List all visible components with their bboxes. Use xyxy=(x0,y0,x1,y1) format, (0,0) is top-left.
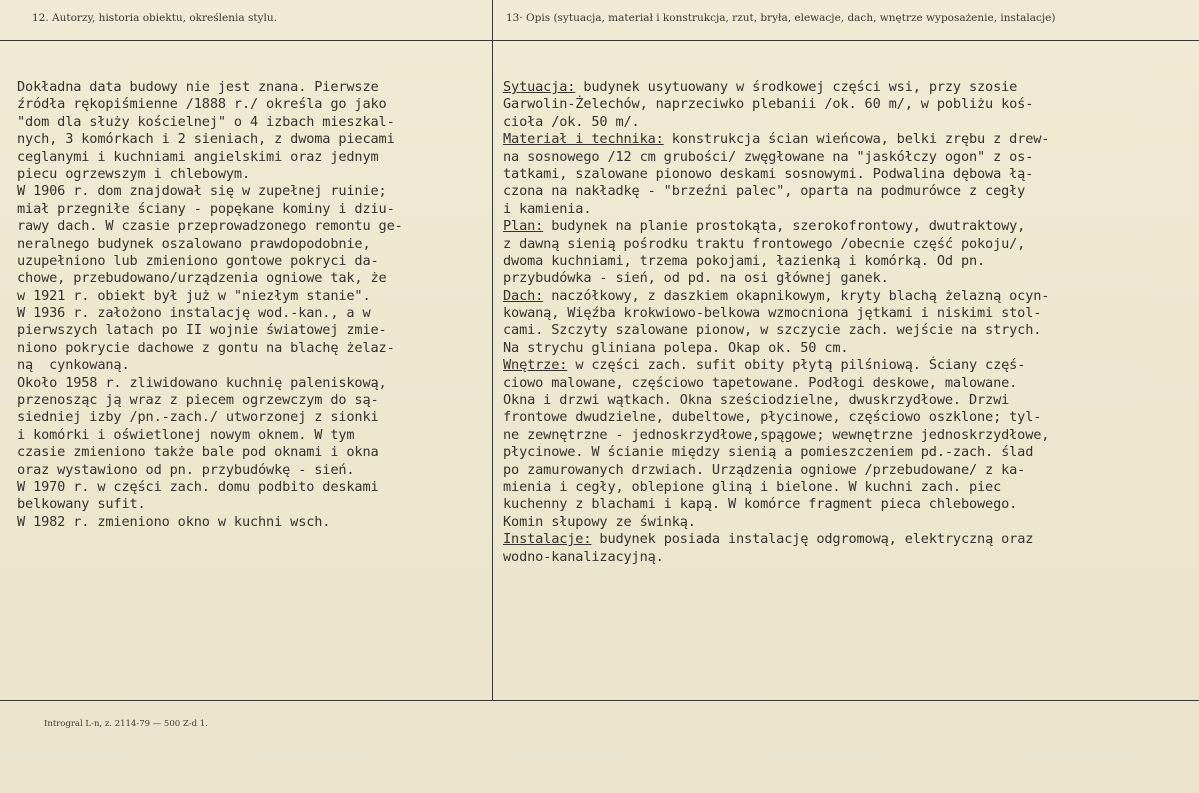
description-line xyxy=(503,549,1193,566)
description-line xyxy=(503,479,1193,496)
description-line xyxy=(503,131,1193,148)
description-text: ne zewnętrzne - jednoskrzydłowe,spągowe; wewnętrzne jednoskrzydłowe, xyxy=(503,426,1050,443)
history-line: chowe, przebudowano/urządzenia ogniowe tak, że xyxy=(17,270,387,287)
description-text: frontowe dwudzielne, dubeltowe, płycinowe, częściowo oszklone; tyl- xyxy=(503,409,1042,426)
section-13-heading: 13· Opis (sytuacja, materiał i konstrukcja, rzut, bryła, elewacje, dach, wnętrze wyposażenie, instalacje) xyxy=(506,12,1056,24)
description-text: budynek posiada instalację odgromową, elektryczną oraz xyxy=(591,531,1034,548)
history-line: niono pokrycie dachowe z gontu na blachę żelaz- xyxy=(17,339,395,356)
history-line: ną cynkowaną. xyxy=(17,357,130,374)
description-line xyxy=(503,270,1193,287)
history-line: czasie zmieniono także bale pod oknami i okna xyxy=(17,444,379,461)
description-line xyxy=(503,114,1193,131)
description-line xyxy=(503,201,1193,218)
description-text: mienia i cegły, oblepione gliną i bielone. W kuchni zach. piec xyxy=(503,478,1002,495)
description-line xyxy=(503,496,1193,513)
history-line: w 1921 r. obiekt był już w "niezłym stanie". xyxy=(17,287,371,304)
description-text: tatkami, szalowane pionowo deskami sosnowymi. Podwalina dębowa łą- xyxy=(503,165,1034,182)
description-line xyxy=(503,149,1193,166)
description-line xyxy=(503,322,1193,339)
description-text: cami. Szczyty szalowane pionow, w szczycie zach. wejście na strych. xyxy=(503,322,1042,339)
section-label: Wnętrze: xyxy=(503,357,568,374)
section-12-heading: 12. Autorzy, historia obiektu, określenia stylu. xyxy=(32,12,277,24)
history-line: Dokładna data budowy nie jest znana. Pierwsze xyxy=(17,79,379,95)
history-line: "dom dla służy kościelnej" o 4 izbach mieszkal- xyxy=(17,113,395,130)
description-text: dwoma kuchniami, trzema pokojami, łazienką i komórką. Od pn. xyxy=(503,252,986,269)
history-line: piecu ogrzewszym i chlebowym. xyxy=(17,165,250,182)
history-line: pierwszych latach po II wojnie światowej zmie- xyxy=(17,322,387,339)
description-text: na sosnowego /12 cm grubości/ zwęgłowane na "jaskółczy ogon" z os- xyxy=(503,148,1034,165)
description-line xyxy=(503,444,1193,461)
description-text: ciowo malowane, częściowo tapetowane. Podłogi deskowe, malowane. xyxy=(503,374,1018,391)
history-line: belkowany sufit. xyxy=(17,496,146,513)
section-label: Dach: xyxy=(503,287,544,304)
description-line xyxy=(503,183,1193,200)
description-text: konstrukcja ścian wieńcowa, belki zrębu z drew- xyxy=(663,131,1050,148)
description-text: Okna i drzwi wątkach. Okna sześciodzielne, dwuskrzydłowe. Drzwi xyxy=(503,392,1010,409)
section-label: Instalacje: xyxy=(503,531,592,548)
history-line: W 1970 r. w części zach. domu podbito deskami xyxy=(17,478,379,495)
description-text: Garwolin-Żelechów, naprzeciwko plebanii /ok. 60 m/, w pobliżu koś- xyxy=(503,96,1034,113)
description-text: wodno-kanalizacyjną. xyxy=(503,548,664,565)
history-line: miał przegniłe ściany - popękane kominy i dziu- xyxy=(17,200,395,217)
description-line xyxy=(503,288,1193,305)
history-line: źródła rękopiśmienne /1888 r./ określa go jako xyxy=(17,96,387,113)
description-text: Na strychu gliniana polepa. Okap ok. 50 cm. xyxy=(503,339,849,356)
description-text: cioła /ok. 50 m/. xyxy=(503,113,640,130)
description-text: w części zach. sufit obity płytą pilśniową. Ściany częś- xyxy=(567,357,1026,374)
description-text: kowaną, Więźba krokwiowo-belkowa wzmocniona jętkami i niskimi stol- xyxy=(503,305,1042,322)
description-line xyxy=(503,166,1193,183)
history-line: rawy dach. W czasie przeprowadzonego remontu ge- xyxy=(17,218,403,235)
history-line: Około 1958 r. zliwidowano kuchnię paleniskową, xyxy=(17,374,387,391)
history-line: oraz wystawiono od pn. przybudówkę - sień. xyxy=(17,461,355,478)
description-text: Komin słupowy ze świnką. xyxy=(503,513,696,530)
description-line xyxy=(503,253,1193,270)
history-line: uzupełniono lub zmieniono gontowe pokryci da- xyxy=(17,252,379,269)
description-text: naczółkowy, z daszkiem okapnikowym, kryty blachą żelazną ocyn- xyxy=(543,287,1050,304)
section-label: Materiał i technika: xyxy=(503,131,664,148)
description-text: z dawną sienią pośrodku traktu frontowego /obecnie część pokoju/, xyxy=(503,235,1026,252)
bottom-divider xyxy=(0,700,1199,701)
history-line: W 1936 r. założono instalację wod.-kan., a w xyxy=(17,305,371,322)
description-line xyxy=(503,357,1193,374)
top-divider xyxy=(0,40,1199,41)
description-line xyxy=(503,305,1193,322)
column-divider xyxy=(492,0,493,700)
description-text: i kamienia. xyxy=(503,200,592,217)
history-line: W 1906 r. dom znajdował się w zupełnej ruinie; xyxy=(17,183,387,200)
history-line: i komórki i oświetlonej nowym oknem. W tym xyxy=(17,426,355,443)
section-label: Sytuacja: xyxy=(503,79,576,95)
history-text-column xyxy=(17,79,491,531)
description-text: czona na nakładkę - "brzeźni palec", oparta na podmurówce z cegły xyxy=(503,183,1026,200)
description-line xyxy=(503,218,1193,235)
history-line: ceglanymi i kuchniami angielskimi oraz jednym xyxy=(17,148,379,165)
description-text: budynek na planie prostokąta, szerokofrontowy, dwutraktowy, xyxy=(543,218,1026,235)
description-line xyxy=(503,531,1193,548)
description-text: przybudówka - sień, od pd. na osi głównej ganek. xyxy=(503,270,889,287)
history-line: przenosząc ją wraz z piecem ogrzewczym do są- xyxy=(17,392,379,409)
description-line xyxy=(503,340,1193,357)
history-line: W 1982 r. zmieniono okno w kuchni wsch. xyxy=(17,513,331,530)
section-label: Plan: xyxy=(503,218,544,235)
description-text: budynek usytuowany w środkowej części wsi, przy szosie xyxy=(575,79,1018,95)
history-line: nych, 3 komórkach i 2 sieniach, z dwoma piecami xyxy=(17,131,395,148)
history-line: neralnego budynek oszalowano prawdopodobnie, xyxy=(17,235,371,252)
description-line xyxy=(503,236,1193,253)
history-line: siedniej izby /pn.-zach./ utworzonej z sionki xyxy=(17,409,379,426)
description-line xyxy=(503,409,1193,426)
description-line xyxy=(503,392,1193,409)
description-line xyxy=(503,427,1193,444)
print-imprint: Introgral L-n, z. 2114-79 — 500 Z-d 1. xyxy=(44,719,208,729)
description-line xyxy=(503,96,1193,113)
description-text: płycinowe. W ścianie między sienią a pomieszczeniem pd.-zach. ślad xyxy=(503,444,1034,461)
description-line xyxy=(503,375,1193,392)
description-line xyxy=(503,514,1193,531)
description-text: kuchenny z blachami i kapą. W komórce fragment pieca chlebowego. xyxy=(503,496,1018,513)
description-text-column xyxy=(503,79,1193,566)
description-line xyxy=(503,79,1193,96)
description-text: po zamurowanych drzwiach. Urządzenia ogniowe /przebudowane/ z ka- xyxy=(503,461,1026,478)
description-line xyxy=(503,462,1193,479)
